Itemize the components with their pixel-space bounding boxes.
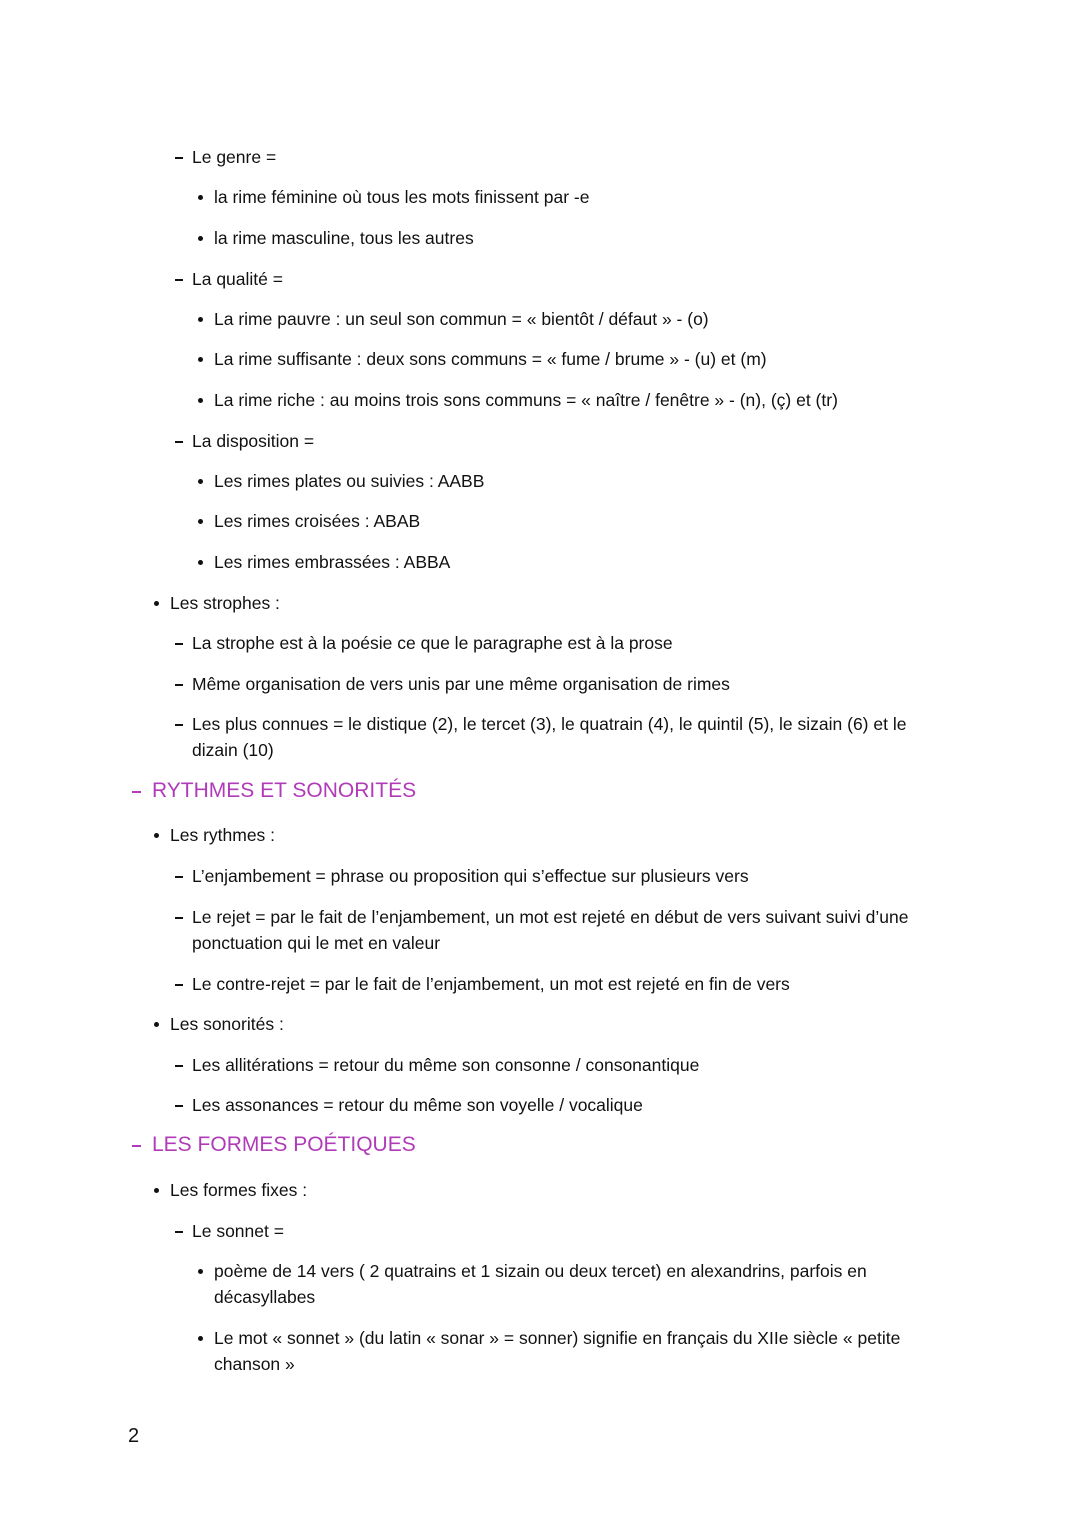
dash-marker — [175, 157, 183, 159]
dash-marker — [175, 917, 183, 919]
sonnet-etymology-text: Le mot « sonnet » (du latin « sonar » = sonner) signifie en français du XIIe siècle « petite chanson » — [214, 1328, 901, 1374]
bullet-marker — [198, 317, 203, 322]
qualite-suffisante-item — [214, 346, 767, 372]
dash-marker — [175, 1231, 183, 1233]
disposition-plates-text: Les rimes plates ou suivies : AABB — [214, 471, 485, 491]
rythmes-item — [170, 822, 275, 848]
bullet-marker — [198, 398, 203, 403]
genre-masculine-text: la rime masculine, tous les autres — [214, 228, 474, 248]
disposition-label: La disposition = — [192, 431, 315, 451]
disposition-croisees-text: Les rimes croisées : ABAB — [214, 511, 421, 531]
sonnet-item — [192, 1218, 284, 1244]
bullet-marker — [154, 601, 159, 606]
qualite-riche-text: La rime riche : au moins trois sons communs = « naître / fenêtre » - (n), (ç) et (tr) — [214, 390, 838, 410]
assonances-text: Les assonances = retour du même son voyelle / vocalique — [192, 1095, 643, 1115]
rythmes-label: Les rythmes : — [170, 825, 276, 845]
bullet-marker — [198, 479, 203, 484]
bullet-marker — [198, 519, 203, 524]
qualite-suffisante-text: La rime suffisante : deux sons communs = « fume / brume » - (u) et (m) — [214, 349, 767, 369]
genre-masculine-item — [214, 225, 474, 251]
qualite-riche-item — [214, 387, 838, 413]
contre-rejet-item — [192, 971, 790, 997]
enjambement-item — [192, 863, 749, 889]
qualite-pauvre-item — [214, 306, 709, 332]
dash-marker — [175, 279, 183, 281]
qualite-pauvre-text: La rime pauvre : un seul son commun = « bientôt / défaut » - (o) — [214, 309, 709, 329]
strophes-item-1 — [192, 630, 673, 656]
page-number: 2 — [128, 1425, 140, 1447]
strophes-text-2: Même organisation de vers unis par une même organisation de rimes — [192, 674, 730, 694]
strophes-text-3: Les plus connues = le distique (2), le tercet (3), le quatrain (4), le quintil (5), le sizain (6) et le dizain (10) — [192, 714, 907, 760]
alliterations-text: Les allitérations = retour du même son consonne / consonantique — [192, 1055, 700, 1075]
enjambement-text: L’enjambement = phrase ou proposition qui s’effectue sur plusieurs vers — [192, 866, 749, 886]
qualite-item — [192, 266, 283, 292]
rejet-text: Le rejet = par le fait de l’enjambement, un mot est rejeté en début de vers suivant suivi d’une ponctuation qui le met en valeur — [192, 907, 909, 953]
section-heading-formes — [152, 1130, 416, 1160]
contre-rejet-text: Le contre-rejet = par le fait de l’enjambement, un mot est rejeté en fin de vers — [192, 974, 790, 994]
dash-marker — [175, 984, 183, 986]
dash-marker — [175, 1105, 183, 1107]
strophes-item-2 — [192, 671, 730, 697]
sonnet-definition-item — [214, 1258, 904, 1310]
bullet-marker — [198, 1269, 203, 1274]
qualite-label: La qualité = — [192, 269, 283, 289]
bullet-marker — [154, 1188, 159, 1193]
sonorites-item — [170, 1011, 284, 1037]
heading-formes-text: LES FORMES POÉTIQUES — [152, 1133, 416, 1156]
disposition-croisees-item — [214, 508, 420, 534]
dash-marker — [175, 684, 183, 686]
rejet-item — [192, 904, 944, 956]
heading-dash-marker — [132, 1145, 141, 1147]
disposition-plates-item — [214, 468, 484, 494]
bullet-marker — [198, 357, 203, 362]
bullet-marker — [198, 195, 203, 200]
genre-feminine-text: la rime féminine où tous les mots finissent par -e — [214, 187, 590, 207]
sonnet-etymology-item — [214, 1325, 929, 1377]
bullet-marker — [198, 1336, 203, 1341]
formes-fixes-label: Les formes fixes : — [170, 1180, 308, 1200]
heading-dash-marker — [132, 791, 141, 793]
sonnet-definition-text: poème de 14 vers ( 2 quatrains et 1 sizain ou deux tercet) en alexandrins, parfois en décasyllabes — [214, 1261, 867, 1307]
strophes-item-3 — [192, 711, 937, 763]
dash-marker — [175, 724, 183, 726]
heading-rythmes-text: RYTHMES ET SONORITÉS — [152, 779, 417, 802]
disposition-item — [192, 428, 314, 454]
bullet-marker — [154, 1022, 159, 1027]
sonnet-label: Le sonnet = — [192, 1221, 284, 1241]
genre-label: Le genre = — [192, 147, 277, 167]
bullet-marker — [154, 833, 159, 838]
strophes-text-1: La strophe est à la poésie ce que le paragraphe est à la prose — [192, 633, 673, 653]
genre-feminine-item — [214, 184, 589, 210]
bullet-marker — [198, 560, 203, 565]
sonorites-label: Les sonorités : — [170, 1014, 284, 1034]
genre-item — [192, 144, 276, 170]
dash-marker — [175, 876, 183, 878]
formes-fixes-item — [170, 1177, 307, 1203]
section-heading-rythmes — [152, 776, 416, 806]
assonances-item — [192, 1092, 643, 1118]
disposition-embrassees-text: Les rimes embrassées : ABBA — [214, 552, 451, 572]
dash-marker — [175, 1065, 183, 1067]
dash-marker — [175, 643, 183, 645]
disposition-embrassees-item — [214, 549, 450, 575]
alliterations-item — [192, 1052, 699, 1078]
strophes-label: Les strophes : — [170, 593, 280, 613]
dash-marker — [175, 441, 183, 443]
strophes-item — [170, 590, 280, 616]
bullet-marker — [198, 236, 203, 241]
